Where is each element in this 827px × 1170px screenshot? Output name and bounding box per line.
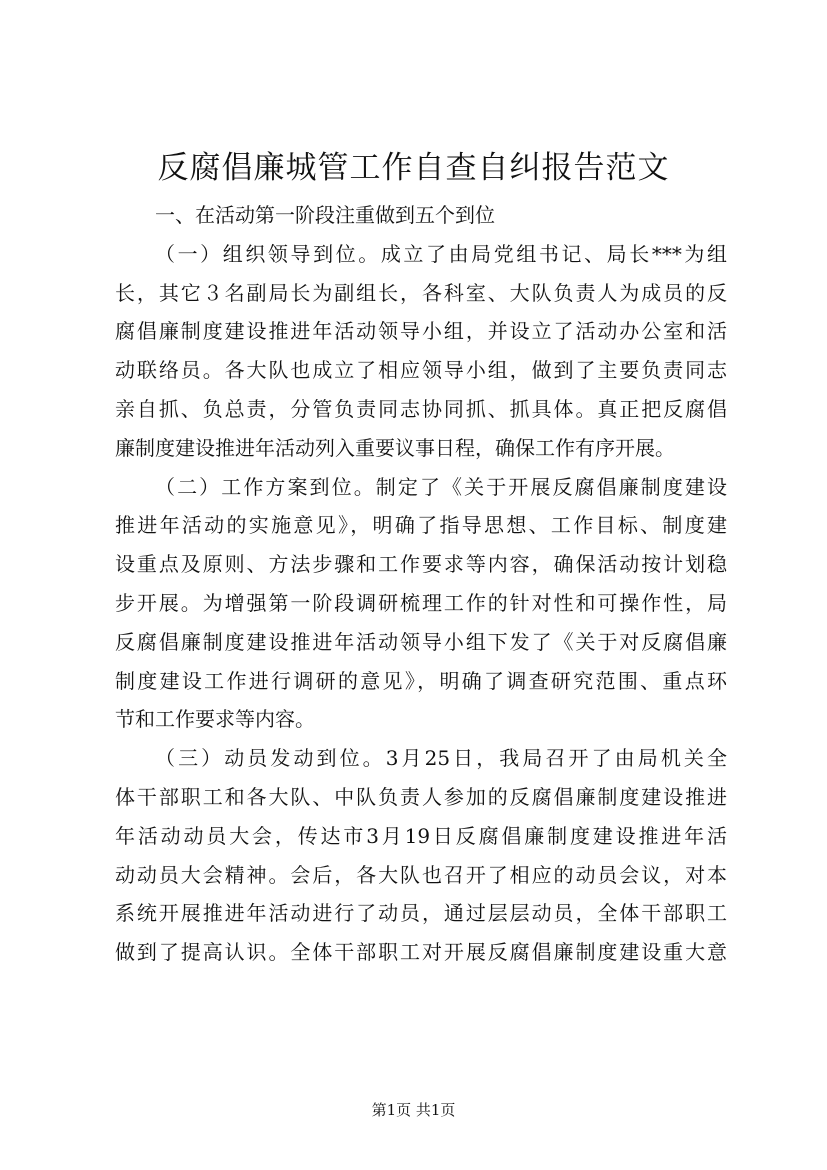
text-line: （二）工作方案到位。制定了《关于开展反腐倡廉制度建设 [155,474,727,499]
text-line: 设重点及原则、方法步骤和工作要求等内容，确保活动按计划稳 [115,552,727,577]
text-line: 长，其它３名副局长为副组长，各科室、大队负责人为成员的反 [115,280,727,305]
text-line: 体干部职工和各大队、中队负责人参加的反腐倡廉制度建设推进 [115,784,727,809]
text-line: 反腐倡廉制度建设推进年活动领导小组下发了《关于对反腐倡廉 [115,629,727,654]
text-line: 廉制度建设推进年活动列入重要议事日程，确保工作有序开展。 [115,435,675,460]
text-line: 亲自抓、负总责，分管负责同志协同抓、抓具体。真正把反腐倡 [115,396,727,421]
text-line: 做到了提高认识。全体干部职工对开展反腐倡廉制度建设重大意 [115,940,727,965]
text-line: 动动员大会精神。会后，各大队也召开了相应的动员会议，对本 [115,862,727,887]
text-line: 节和工作要求等内容。 [115,707,315,732]
text-line: 制度建设工作进行调研的意见》，明确了调查研究范围、重点环 [115,668,727,693]
document-body [115,196,727,972]
page-footer: 第1页 共1页 [371,1101,456,1119]
text-line: （一）组织领导到位。成立了由局党组书记、局长***为组 [155,241,727,266]
text-line: 腐倡廉制度建设推进年活动领导小组，并设立了活动办公室和活 [115,319,727,344]
text-line: 推进年活动的实施意见》，明确了指导思想、工作目标、制度建 [115,513,727,538]
text-line: 系统开展推进年活动进行了动员，通过层层动员，全体干部职工 [115,901,727,926]
text-line: 步开展。为增强第一阶段调研梳理工作的针对性和可操作性，局 [115,590,727,615]
text-line: 年活动动员大会，传达市3月19日反腐倡廉制度建设推进年活 [115,823,727,848]
text-line: 动联络员。各大队也成立了相应领导小组，做到了主要负责同志 [115,358,727,383]
text-line: （三）动员发动到位。3月25日，我局召开了由局机关全 [155,746,727,771]
document-title: 反腐倡廉城管工作自查自纠报告范文 [157,150,670,186]
text-line: 一、在活动第一阶段注重做到五个到位 [155,203,495,227]
